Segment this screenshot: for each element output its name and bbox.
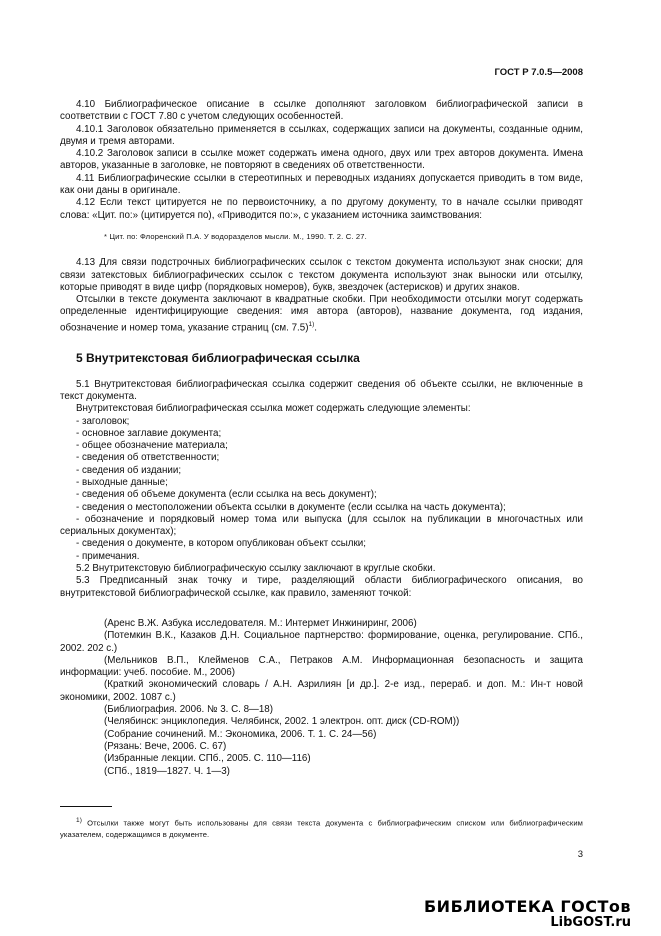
list-item: - обозначение и порядковый номер тома или выпуска (для ссылок на публикации в многочастных или сериальных документах); [60,513,583,538]
example-item: (Челябинск: энциклопедия. Челябинск, 2002. 1 электрон. опт. диск (CD-ROM)) [104,716,460,728]
paragraph-4-12: 4.12 Если текст цитируется не по первоисточнику, а по другому документу, то в начале ссылки приводят слова: «Цит. по:» (цитируется по), «Приводится по:», с указанием источника заимствования: [60,197,583,221]
references-tail: . [314,322,317,334]
paragraph-references [60,294,583,334]
library-watermark [424,898,631,930]
watermark-title: БИБЛИОТЕКА ГОСТов [423,897,631,916]
document-body [60,99,583,778]
elements-list [60,416,583,564]
footnote [60,815,583,840]
page-number: 3 [577,849,583,860]
paragraph-4-10-2: 4.10.2 Заголовок записи в ссылке может содержать имена одного, двух или трех авторов документа. Имена авторов, указанные в заголовке, не повторяют в сведениях об ответственности. [60,148,583,172]
example-item: (СПб., 1819—1827. Ч. 1—3) [104,765,230,777]
list-item: - сведения о местоположении объекта ссылки в документе (если ссылка на часть документа); [76,501,506,513]
footnote-number: 1) [76,817,82,824]
example-item: (Собрание сочинений. М.: Экономика, 2006. Т. 1. С. 24—56) [104,728,377,740]
list-intro: Внутритекстовая библиографическая ссылка может содержать следующие элементы: [76,403,471,415]
citation-example: * Цит. по: Флоренский П.А. У водоразделов мысли. М., 1990. Т. 2. С. 27. [104,231,367,241]
list-item: - сведения об ответственности; [76,452,220,464]
paragraph-5-2: 5.2 Внутритекстовую библиографическую ссылку заключают в круглые скобки. [76,563,436,575]
paragraph-4-10-1: 4.10.1 Заголовок обязательно применяется в ссылках, содержащих записи на документы, созданные одним, двумя и тремя авторами. [60,123,583,147]
example-item: (Избранные лекции. СПб., 2005. С. 110—116) [104,753,311,765]
paragraph-5-1: 5.1 Внутритекстовая библиографическая ссылка содержит сведения об объекте ссылки, не включенные в текст документа. [60,378,583,402]
list-item: - сведения об объеме документа (если ссылка на весь документ); [76,489,377,501]
paragraph-4-10: 4.10 Библиографическое описание в ссылке дополняют заголовком библиографической записи в соответствии с ГОСТ 7.80 с учетом следующих особенностей. [60,99,583,123]
references-text: Отсылки в тексте документа заключают в квадратные скобки. При необходимости отсылки могут содержать определенные идентифицирующие сведения: имя автора (авторов), название документа, год издания, обозначение и номер тома, указание страниц (см. 7.5) [60,294,583,334]
document-id-header: ГОСТ Р 7.0.5—2008 [494,67,583,78]
list-item: - выходные данные; [76,476,168,488]
example-item: (Библиография. 2006. № 3. С. 8—18) [104,704,274,716]
example-item: (Рязань: Вече, 2006. С. 67) [104,740,227,752]
paragraph-5-3: 5.3 Предписанный знак точку и тире, разделяющий области библиографического описания, во внутритекстовой библиографической ссылке, как правило, заменяют точкой: [60,575,583,599]
section-5-title: 5 Внутритекстовая библиографическая ссылка [76,351,360,366]
list-item: - сведения об издании; [76,464,182,476]
watermark-site: LibGOST.ru [550,915,631,930]
examples-block [60,618,583,778]
example-item: (Потемкин В.К., Казаков Д.Н. Социальное партнерство: формирование, оценка, регулирование. СПб., 2002. 202 с.) [60,630,583,654]
footnote-divider [60,806,112,807]
footnote-marker: 1) [308,320,315,328]
list-item: - сведения о документе, в котором опубликован объект ссылки; [76,538,366,550]
list-item: - заголовок; [76,415,130,427]
example-item: (Краткий экономический словарь / А.Н. Азрилиян [и др.]. 2-е изд., перераб. и доп. М.: Ин-т новой экономики, 2002. 1087 с.) [60,679,583,703]
footnote-text: Отсылки также могут быть использованы для связи текста документа с библиографическим списком или библиографическим указателем, содержащимся в документе. [60,818,583,839]
example-item: (Мельников В.П., Клейменов С.А., Петраков А.М. Информационная безопасность и защита информации: учеб. пособие. М., 2006) [60,654,583,679]
list-item: - основное заглавие документа; [76,427,222,439]
list-item: - примечания. [76,550,140,562]
paragraph-4-11: 4.11 Библиографические ссылки в стереотипных и переводных изданиях допускается приводить в том виде, как они даны в оригинале. [60,172,583,197]
paragraph-4-13: 4.13 Для связи подстрочных библиографических ссылок с текстом документа используют знак сноски; для связи затекстовых библиографических ссылок с текстом документа используют знак выноски или отсылку, которые приводят в виде цифр (порядковых номеров), букв, звездочек (астерисков) и других знаков. [60,257,583,293]
example-item: (Аренс В.Ж. Азбука исследователя. М.: Интермет Инжиниринг, 2006) [104,617,417,629]
list-item: - общее обозначение материала; [76,440,228,452]
